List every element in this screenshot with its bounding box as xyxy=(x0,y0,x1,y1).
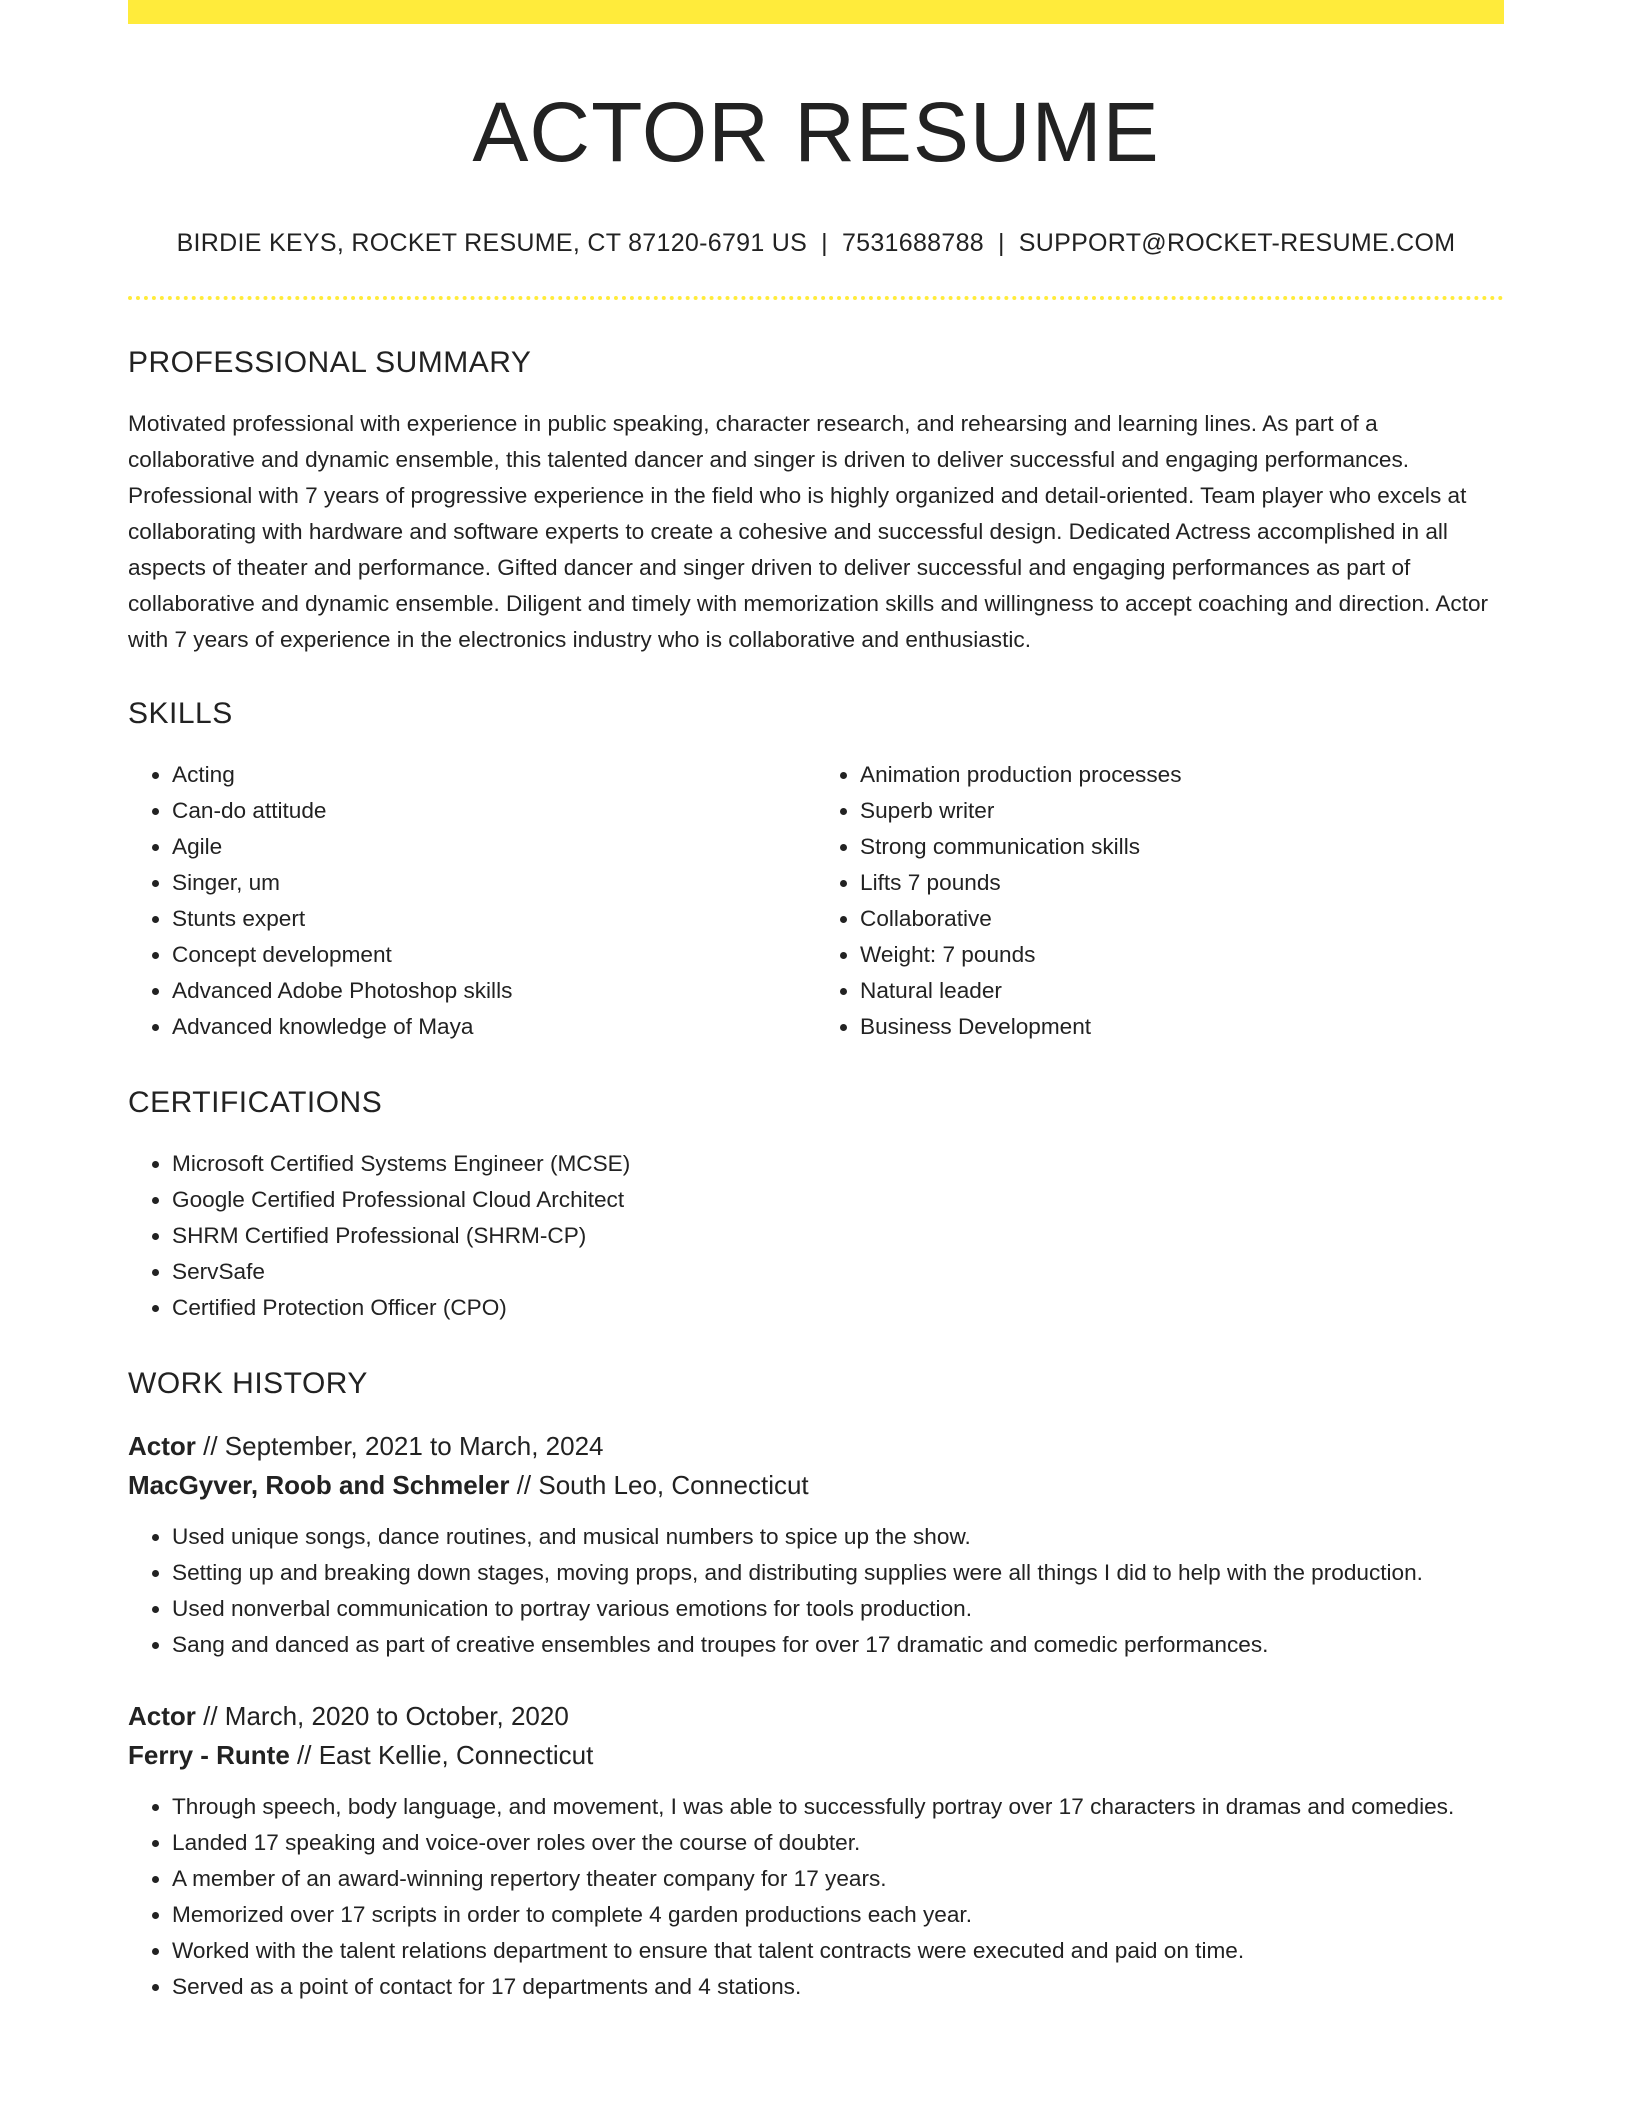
skills-list-right xyxy=(816,757,1504,1045)
certification-item: • Certified Protection Officer (CPO) xyxy=(172,1290,1504,1326)
top-accent-bar xyxy=(128,0,1504,24)
job-entry xyxy=(128,1427,1504,1663)
summary-heading: PROFESSIONAL SUMMARY xyxy=(128,346,532,380)
job-company-line xyxy=(128,1466,1504,1505)
skill-item: • Agile xyxy=(172,829,816,865)
job-bullet: • Used nonverbal communication to portray various emotions for tools production. xyxy=(172,1591,1504,1627)
job-location: // South Leo, Connecticut xyxy=(509,1470,809,1501)
job-dates: // September, 2021 to March, 2024 xyxy=(195,1431,604,1462)
job-bullets xyxy=(128,1519,1504,1663)
skill-item: • Collaborative xyxy=(860,901,1504,937)
skill-item: • Animation production processes xyxy=(860,757,1504,793)
job-location: // East Kellie, Connecticut xyxy=(289,1740,594,1771)
work-heading: WORK HISTORY xyxy=(128,1367,368,1401)
resume-content xyxy=(128,24,1504,2005)
job-bullet: • Memorized over 17 scripts in order to complete 4 garden productions each year. xyxy=(172,1897,1504,1933)
skills-section xyxy=(128,696,1504,1045)
job-bullet: • Setting up and breaking down stages, moving props, and distributing supplies were all things I did to help with the production. xyxy=(172,1555,1504,1591)
skill-item: • Superb writer xyxy=(860,793,1504,829)
certification-item: • ServSafe xyxy=(172,1254,1504,1290)
job-company-line xyxy=(128,1736,1504,1775)
dotted-divider xyxy=(128,296,1504,300)
job-bullet: • Landed 17 speaking and voice-over roles over the course of doubter. xyxy=(172,1825,1504,1861)
job-company: MacGyver, Roob and Schmeler xyxy=(128,1470,510,1501)
skill-item: • Strong communication skills xyxy=(860,829,1504,865)
skill-item: • Advanced Adobe Photoshop skills xyxy=(172,973,816,1009)
job-company: Ferry - Runte xyxy=(128,1740,290,1771)
skill-item: • Can-do attitude xyxy=(172,793,816,829)
job-bullet: • Served as a point of contact for 17 departments and 4 stations. xyxy=(172,1969,1504,2005)
skills-grid xyxy=(128,757,1504,1045)
job-title-line xyxy=(128,1697,1504,1736)
contact-phone[interactable]: 7531688788 xyxy=(841,229,984,258)
contact-separator: | xyxy=(997,229,1005,258)
job-bullet: • Through speech, body language, and movement, I was able to successfully portray over 17 characters in dramas and comedies. xyxy=(172,1789,1504,1825)
job-bullet: • Worked with the talent relations department to ensure that talent contracts were executed and paid on time. xyxy=(172,1933,1504,1969)
job-bullet: • Used unique songs, dance routines, and musical numbers to spice up the show. xyxy=(172,1519,1504,1555)
skills-heading: SKILLS xyxy=(128,697,233,731)
job-dates: // March, 2020 to October, 2020 xyxy=(195,1701,569,1732)
skill-item: • Natural leader xyxy=(860,973,1504,1009)
certification-item: • Google Certified Professional Cloud Architect xyxy=(172,1182,1504,1218)
skill-item: • Lifts 7 pounds xyxy=(860,865,1504,901)
resume-title: ACTOR RESUME xyxy=(472,85,1160,179)
certification-item: • SHRM Certified Professional (SHRM-CP) xyxy=(172,1218,1504,1254)
job-entry xyxy=(128,1697,1504,2005)
skill-item: • Acting xyxy=(172,757,816,793)
skill-item: • Advanced knowledge of Maya xyxy=(172,1009,816,1045)
skill-item: • Weight: 7 pounds xyxy=(860,937,1504,973)
skills-list-left xyxy=(128,757,816,1045)
job-list xyxy=(128,1427,1504,2005)
skill-item: • Business Development xyxy=(860,1009,1504,1045)
skill-item: • Singer, um xyxy=(172,865,816,901)
job-title: Actor xyxy=(128,1701,196,1732)
certification-item: • Microsoft Certified Systems Engineer (MCSE) xyxy=(172,1146,1504,1182)
summary-text: Motivated professional with experience in public speaking, character research, and rehearsing and learning lines. As part of a collaborative and dynamic ensemble, this talented dancer and singer is driven to deliver successful and engaging performances. Professional with 7 years of progressive experience in the field who is highly organized and detail-oriented. Team player who excels at collaborating with hardware and software experts to create a cohesive and successful design. Dedicated Actress accomplished in all aspects of theater and performance. Gifted dancer and singer driven to deliver successful and engaging performances as part of collaborative and dynamic ensemble. Diligent and timely with memorization skills and willingness to accept coaching and direction. Actor with 7 years of experience in the electronics industry who is collaborative and enthusiastic. xyxy=(128,411,1489,653)
job-bullet: • Sang and danced as part of creative ensembles and troupes for over 17 dramatic and comedic performances. xyxy=(172,1627,1504,1663)
job-bullet: • A member of an award-winning repertory theater company for 17 years. xyxy=(172,1861,1504,1897)
contact-address: BIRDIE KEYS, ROCKET RESUME, CT 87120-6791 US xyxy=(176,229,808,258)
contact-line xyxy=(128,228,1504,258)
work-section xyxy=(128,1366,1504,2005)
certifications-heading: CERTIFICATIONS xyxy=(128,1086,383,1120)
skill-item: • Concept development xyxy=(172,937,816,973)
job-title: Actor xyxy=(128,1431,196,1462)
skill-item: • Stunts expert xyxy=(172,901,816,937)
summary-section xyxy=(128,345,1504,658)
job-title-line xyxy=(128,1427,1504,1466)
certifications-list xyxy=(128,1146,1504,1326)
certifications-section xyxy=(128,1085,1504,1326)
contact-email[interactable]: SUPPORT@ROCKET-RESUME.COM xyxy=(1018,229,1456,258)
job-bullets xyxy=(128,1789,1504,2005)
contact-separator: | xyxy=(821,229,828,258)
